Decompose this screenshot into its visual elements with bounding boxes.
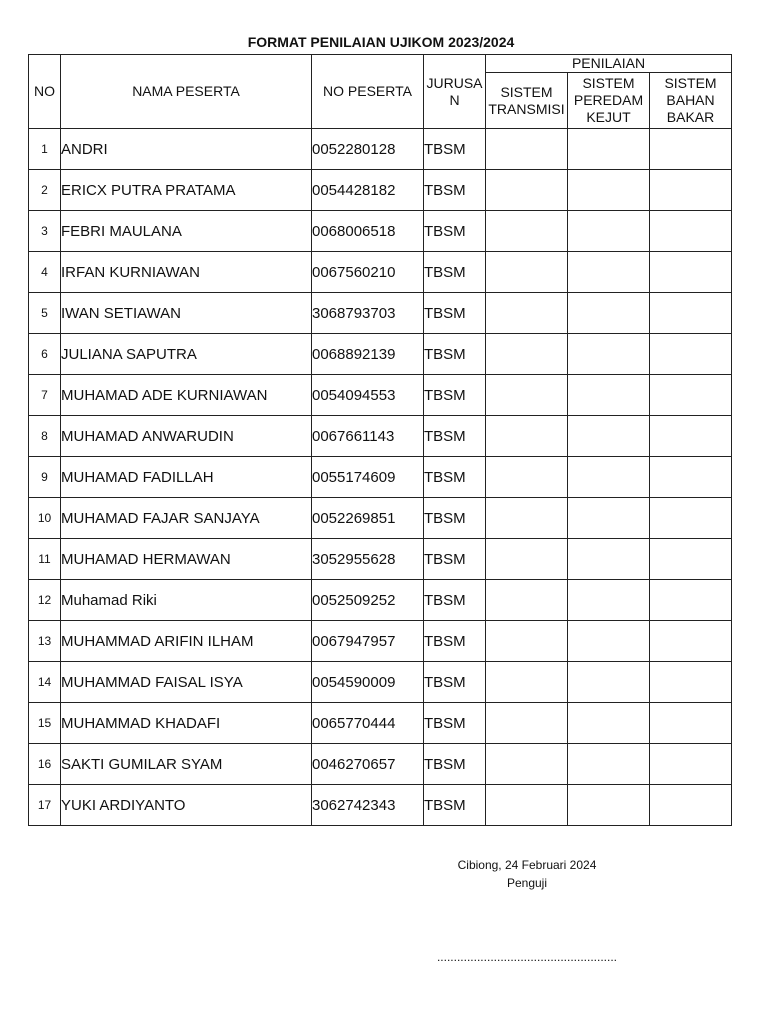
table-row <box>29 744 732 785</box>
participant-number: 0055174609 <box>312 457 424 498</box>
score-cell-transmisi <box>486 621 568 662</box>
score-cell-peredam-kejut <box>568 375 650 416</box>
score-cell-transmisi <box>486 170 568 211</box>
participant-number: 3068793703 <box>312 293 424 334</box>
row-number: 7 <box>29 375 61 416</box>
table-row <box>29 457 732 498</box>
header-no: NO <box>29 55 61 129</box>
table-row <box>29 580 732 621</box>
examiner-label: Penguji <box>506 876 548 890</box>
row-number: 9 <box>29 457 61 498</box>
row-number: 11 <box>29 539 61 580</box>
participant-major: TBSM <box>424 129 486 170</box>
header-sistem-bahan-bakar: SISTEM BAHAN BAKAR <box>650 73 732 129</box>
participant-name: ANDRI <box>61 129 312 170</box>
participant-major: TBSM <box>424 457 486 498</box>
score-cell-bahan-bakar <box>650 580 732 621</box>
signature-line: ...................................................... <box>436 950 618 964</box>
table-row <box>29 785 732 826</box>
score-cell-bahan-bakar <box>650 498 732 539</box>
table-row <box>29 170 732 211</box>
participant-name: MUHAMMAD KHADAFI <box>61 703 312 744</box>
place-date: Cibiong, 24 Februari 2024 <box>457 858 597 872</box>
row-number: 4 <box>29 252 61 293</box>
score-cell-bahan-bakar <box>650 703 732 744</box>
participant-major: TBSM <box>424 744 486 785</box>
score-cell-peredam-kejut <box>568 457 650 498</box>
participant-major: TBSM <box>424 252 486 293</box>
score-cell-bahan-bakar <box>650 785 732 826</box>
participant-major: TBSM <box>424 662 486 703</box>
assessment-table <box>28 54 732 826</box>
participant-number: 0068006518 <box>312 211 424 252</box>
score-cell-bahan-bakar <box>650 416 732 457</box>
participant-number: 3062742343 <box>312 785 424 826</box>
participant-number: 3052955628 <box>312 539 424 580</box>
participant-name: MUHAMAD ANWARUDIN <box>61 416 312 457</box>
score-cell-peredam-kejut <box>568 252 650 293</box>
score-cell-bahan-bakar <box>650 621 732 662</box>
participant-major: TBSM <box>424 170 486 211</box>
score-cell-bahan-bakar <box>650 211 732 252</box>
score-cell-bahan-bakar <box>650 744 732 785</box>
score-cell-bahan-bakar <box>650 252 732 293</box>
score-cell-transmisi <box>486 744 568 785</box>
score-cell-transmisi <box>486 662 568 703</box>
participant-name: IWAN SETIAWAN <box>61 293 312 334</box>
score-cell-bahan-bakar <box>650 457 732 498</box>
participant-number: 0046270657 <box>312 744 424 785</box>
header-no-peserta: NO PESERTA <box>312 55 424 129</box>
participant-name: MUHAMAD FADILLAH <box>61 457 312 498</box>
participant-major: TBSM <box>424 293 486 334</box>
score-cell-transmisi <box>486 785 568 826</box>
score-cell-transmisi <box>486 457 568 498</box>
score-cell-peredam-kejut <box>568 293 650 334</box>
score-cell-transmisi <box>486 293 568 334</box>
score-cell-transmisi <box>486 703 568 744</box>
row-number: 15 <box>29 703 61 744</box>
score-cell-peredam-kejut <box>568 621 650 662</box>
header-jurusan: JURUSA N <box>424 55 486 129</box>
participant-major: TBSM <box>424 621 486 662</box>
participant-major: TBSM <box>424 498 486 539</box>
table-row <box>29 703 732 744</box>
score-cell-transmisi <box>486 539 568 580</box>
row-number: 6 <box>29 334 61 375</box>
participant-name: MUHAMAD FAJAR SANJAYA <box>61 498 312 539</box>
participant-name: YUKI ARDIYANTO <box>61 785 312 826</box>
participant-number: 0065770444 <box>312 703 424 744</box>
score-cell-peredam-kejut <box>568 170 650 211</box>
score-cell-bahan-bakar <box>650 334 732 375</box>
participant-major: TBSM <box>424 785 486 826</box>
score-cell-peredam-kejut <box>568 211 650 252</box>
score-cell-peredam-kejut <box>568 785 650 826</box>
participant-name: MUHAMMAD FAISAL ISYA <box>61 662 312 703</box>
participant-name: MUHAMAD ADE KURNIAWAN <box>61 375 312 416</box>
table-row <box>29 621 732 662</box>
score-cell-peredam-kejut <box>568 662 650 703</box>
table-row <box>29 539 732 580</box>
header-penilaian: PENILAIAN <box>486 55 732 73</box>
score-cell-transmisi <box>486 416 568 457</box>
table-row <box>29 498 732 539</box>
score-cell-transmisi <box>486 211 568 252</box>
participant-name: ERICX PUTRA PRATAMA <box>61 170 312 211</box>
row-number: 13 <box>29 621 61 662</box>
score-cell-peredam-kejut <box>568 416 650 457</box>
participant-name: MUHAMMAD ARIFIN ILHAM <box>61 621 312 662</box>
participant-rows <box>29 129 732 826</box>
table-row <box>29 211 732 252</box>
score-cell-bahan-bakar <box>650 129 732 170</box>
participant-number: 0052269851 <box>312 498 424 539</box>
score-cell-transmisi <box>486 252 568 293</box>
participant-major: TBSM <box>424 334 486 375</box>
score-cell-bahan-bakar <box>650 293 732 334</box>
participant-name: FEBRI MAULANA <box>61 211 312 252</box>
score-cell-peredam-kejut <box>568 744 650 785</box>
row-number: 2 <box>29 170 61 211</box>
participant-number: 0068892139 <box>312 334 424 375</box>
score-cell-peredam-kejut <box>568 498 650 539</box>
participant-number: 0067947957 <box>312 621 424 662</box>
score-cell-transmisi <box>486 498 568 539</box>
participant-name: SAKTI GUMILAR SYAM <box>61 744 312 785</box>
participant-major: TBSM <box>424 375 486 416</box>
row-number: 14 <box>29 662 61 703</box>
score-cell-transmisi <box>486 375 568 416</box>
score-cell-peredam-kejut <box>568 580 650 621</box>
participant-number: 0054428182 <box>312 170 424 211</box>
table-row <box>29 129 732 170</box>
score-cell-peredam-kejut <box>568 129 650 170</box>
row-number: 3 <box>29 211 61 252</box>
score-cell-bahan-bakar <box>650 375 732 416</box>
participant-number: 0052280128 <box>312 129 424 170</box>
participant-name: MUHAMAD HERMAWAN <box>61 539 312 580</box>
document-title: FORMAT PENILAIAN UJIKOM 2023/2024 <box>247 34 515 50</box>
score-cell-transmisi <box>486 129 568 170</box>
score-cell-bahan-bakar <box>650 662 732 703</box>
row-number: 12 <box>29 580 61 621</box>
participant-major: TBSM <box>424 539 486 580</box>
participant-number: 0052509252 <box>312 580 424 621</box>
participant-number: 0067661143 <box>312 416 424 457</box>
table-row <box>29 416 732 457</box>
participant-name: JULIANA SAPUTRA <box>61 334 312 375</box>
row-number: 10 <box>29 498 61 539</box>
participant-number: 0054094553 <box>312 375 424 416</box>
table-row <box>29 252 732 293</box>
score-cell-peredam-kejut <box>568 703 650 744</box>
row-number: 8 <box>29 416 61 457</box>
participant-name: Muhamad Riki <box>61 580 312 621</box>
score-cell-transmisi <box>486 334 568 375</box>
score-cell-peredam-kejut <box>568 539 650 580</box>
table-row <box>29 375 732 416</box>
participant-major: TBSM <box>424 703 486 744</box>
participant-number: 0054590009 <box>312 662 424 703</box>
participant-major: TBSM <box>424 211 486 252</box>
score-cell-peredam-kejut <box>568 334 650 375</box>
header-sistem-peredam-kejut: SISTEM PEREDAM KEJUT <box>568 73 650 129</box>
header-nama-peserta: NAMA PESERTA <box>61 55 312 129</box>
score-cell-bahan-bakar <box>650 539 732 580</box>
row-number: 17 <box>29 785 61 826</box>
table-row <box>29 293 732 334</box>
row-number: 16 <box>29 744 61 785</box>
participant-major: TBSM <box>424 580 486 621</box>
participant-major: TBSM <box>424 416 486 457</box>
table-row <box>29 334 732 375</box>
participant-number: 0067560210 <box>312 252 424 293</box>
header-sistem-transmisi: SISTEM TRANSMISI <box>486 73 568 129</box>
participant-name: IRFAN KURNIAWAN <box>61 252 312 293</box>
table-row <box>29 662 732 703</box>
row-number: 5 <box>29 293 61 334</box>
row-number: 1 <box>29 129 61 170</box>
score-cell-transmisi <box>486 580 568 621</box>
score-cell-bahan-bakar <box>650 170 732 211</box>
